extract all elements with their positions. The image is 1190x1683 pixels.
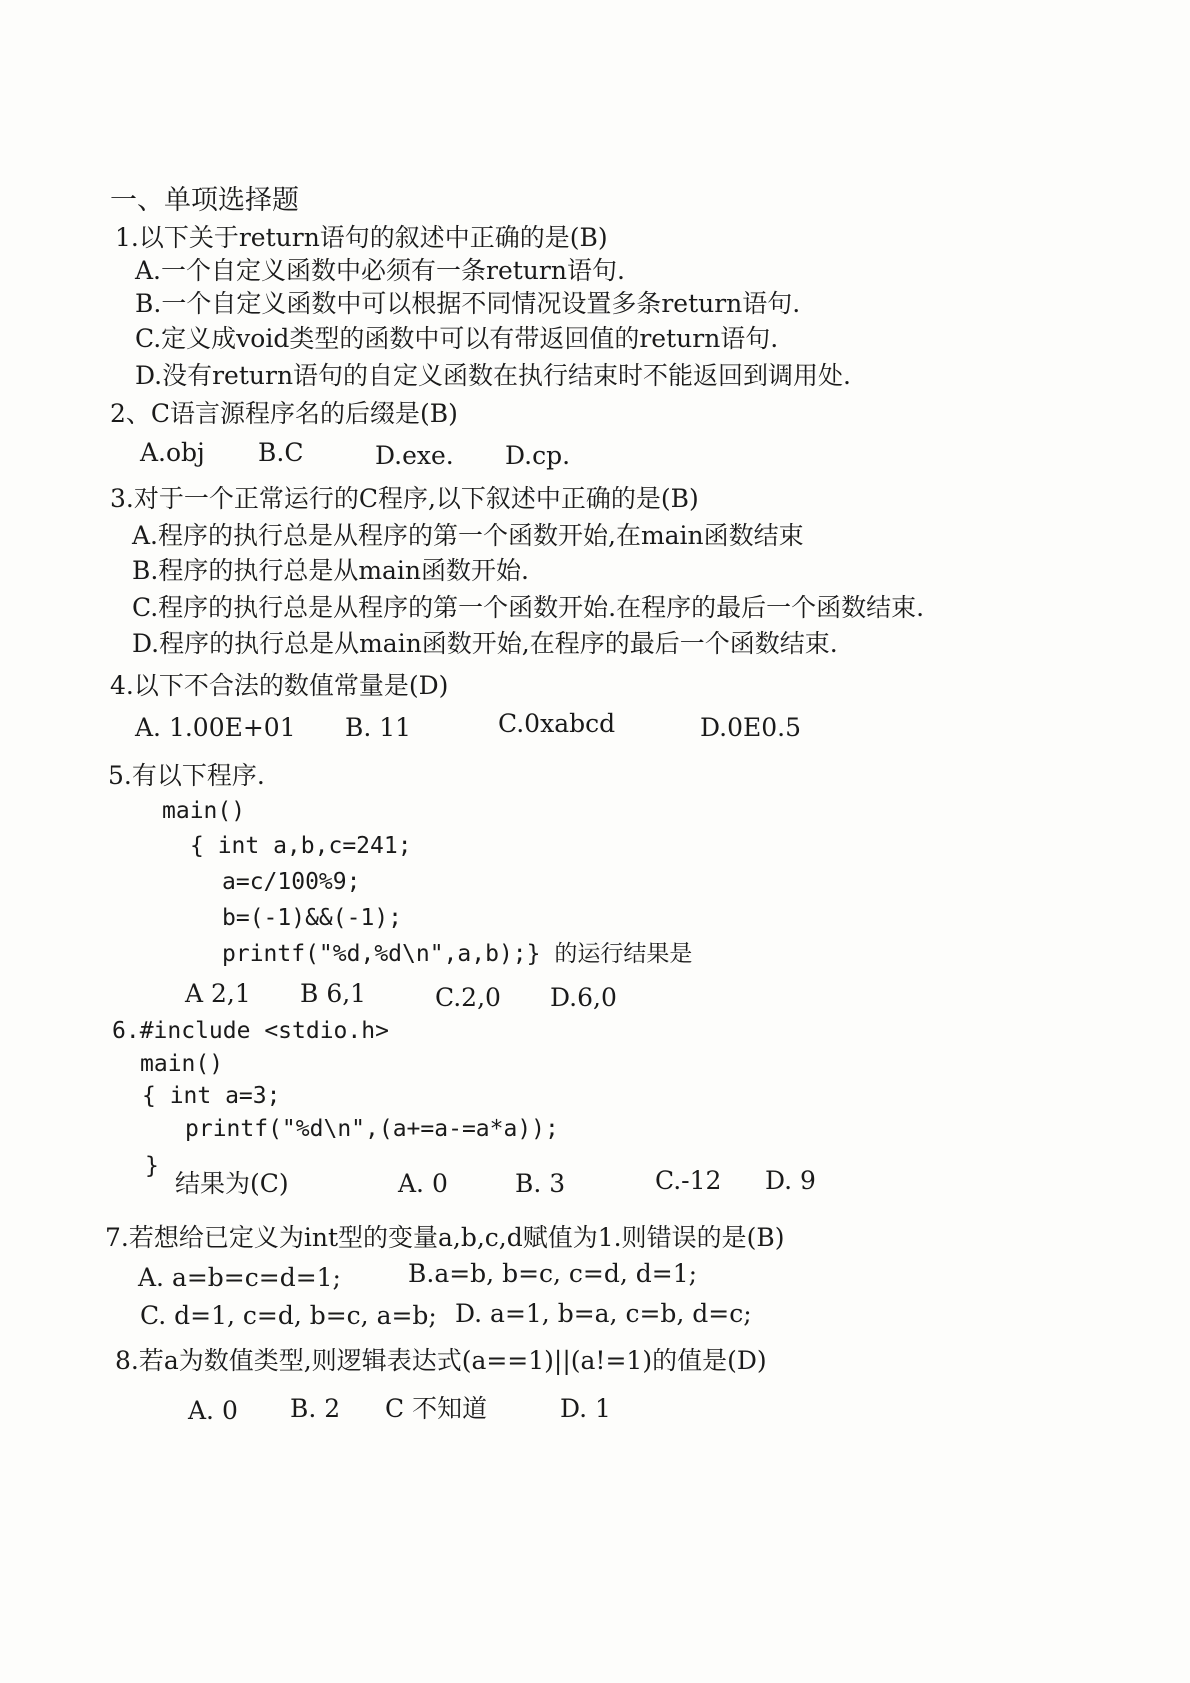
q3-option-a: A.程序的执行总是从程序的第一个函数开始,在main函数结束 xyxy=(132,521,804,550)
q5-option-c: C.2,0 xyxy=(435,983,501,1012)
q6-code-line: { int a=3; xyxy=(142,1083,281,1109)
q5-code-line: b=(-1)&&(-1); xyxy=(222,905,403,931)
q5-option-d: D.6,0 xyxy=(550,983,617,1012)
q7-stem: 7.若想给已定义为int型的变量a,b,c,d赋值为1.则错误的是(B) xyxy=(105,1223,785,1252)
q8-option-d: D. 1 xyxy=(560,1394,611,1423)
q4-option-a: A. 1.00E+01 xyxy=(135,713,296,742)
q7-option-b: B.a=b, b=c, c=d, d=1; xyxy=(408,1259,698,1288)
q6-option-a: A. 0 xyxy=(398,1169,448,1198)
q2-option-b: B.C xyxy=(258,438,304,467)
q5-code-line: { int a,b,c=241; xyxy=(190,833,412,859)
q1-option-d: D.没有return语句的自定义函数在执行结束时不能返回到调用处. xyxy=(135,361,851,390)
q1-option-a: A.一个自定义函数中必须有一条return语句. xyxy=(135,256,625,285)
q3-option-b: B.程序的执行总是从main函数开始. xyxy=(132,556,529,585)
q6-code-line: 6.#include <stdio.h> xyxy=(112,1018,389,1044)
q2-stem: 2、C语言源程序名的后缀是(B) xyxy=(110,399,458,428)
q5-option-a: A 2,1 xyxy=(185,979,251,1008)
q6-answer: 结果为(C) xyxy=(175,1169,289,1198)
q6-option-c: C.-12 xyxy=(655,1166,722,1195)
q1-stem: 1.以下关于return语句的叙述中正确的是(B) xyxy=(115,223,608,252)
q6-option-d: D. 9 xyxy=(765,1166,816,1195)
q8-option-a: A. 0 xyxy=(188,1396,238,1425)
q2-option-a: A.obj xyxy=(140,438,205,467)
q5-stem: 5.有以下程序. xyxy=(108,761,265,790)
q6-code-line: printf("%d\n",(a+=a-=a*a)); xyxy=(185,1116,559,1142)
q5-code-line: printf("%d,%d\n",a,b);} 的运行结果是 xyxy=(222,941,693,967)
q6-code-line: } xyxy=(145,1153,159,1179)
q2-option-c: D.exe. xyxy=(375,441,454,470)
q5-code-line: a=c/100%9; xyxy=(222,869,361,895)
q4-option-b: B. 11 xyxy=(345,713,412,742)
q7-option-a: A. a=b=c=d=1; xyxy=(138,1263,341,1292)
q7-option-c: C. d=1, c=d, b=c, a=b; xyxy=(140,1301,437,1330)
q5-option-b: B 6,1 xyxy=(300,979,367,1008)
q6-option-b: B. 3 xyxy=(515,1169,566,1198)
q8-stem: 8.若a为数值类型,则逻辑表达式(a==1)||(a!=1)的值是(D) xyxy=(115,1346,767,1375)
q3-stem: 3.对于一个正常运行的C程序,以下叙述中正确的是(B) xyxy=(110,484,699,513)
q3-option-d: D.程序的执行总是从main函数开始,在程序的最后一个函数结束. xyxy=(132,629,838,658)
q1-option-c: C.定义成void类型的函数中可以有带返回值的return语句. xyxy=(135,324,779,353)
section-title: 一、单项选择题 xyxy=(110,185,299,216)
q4-option-d: D.0E0.5 xyxy=(700,713,802,742)
q3-option-c: C.程序的执行总是从程序的第一个函数开始.在程序的最后一个函数结束. xyxy=(132,593,925,622)
q4-option-c: C.0xabcd xyxy=(498,709,616,738)
q2-option-d: D.cp. xyxy=(505,441,571,470)
q6-code-line: main() xyxy=(140,1051,224,1077)
q4-stem: 4.以下不合法的数值常量是(D) xyxy=(110,671,449,700)
q8-option-b: B. 2 xyxy=(290,1394,341,1423)
q8-option-c: C 不知道 xyxy=(385,1394,488,1423)
q5-code-line: main() xyxy=(162,798,246,824)
q7-option-d: D. a=1, b=a, c=b, d=c; xyxy=(455,1299,752,1328)
q1-option-b: B.一个自定义函数中可以根据不同情况设置多条return语句. xyxy=(135,289,801,318)
